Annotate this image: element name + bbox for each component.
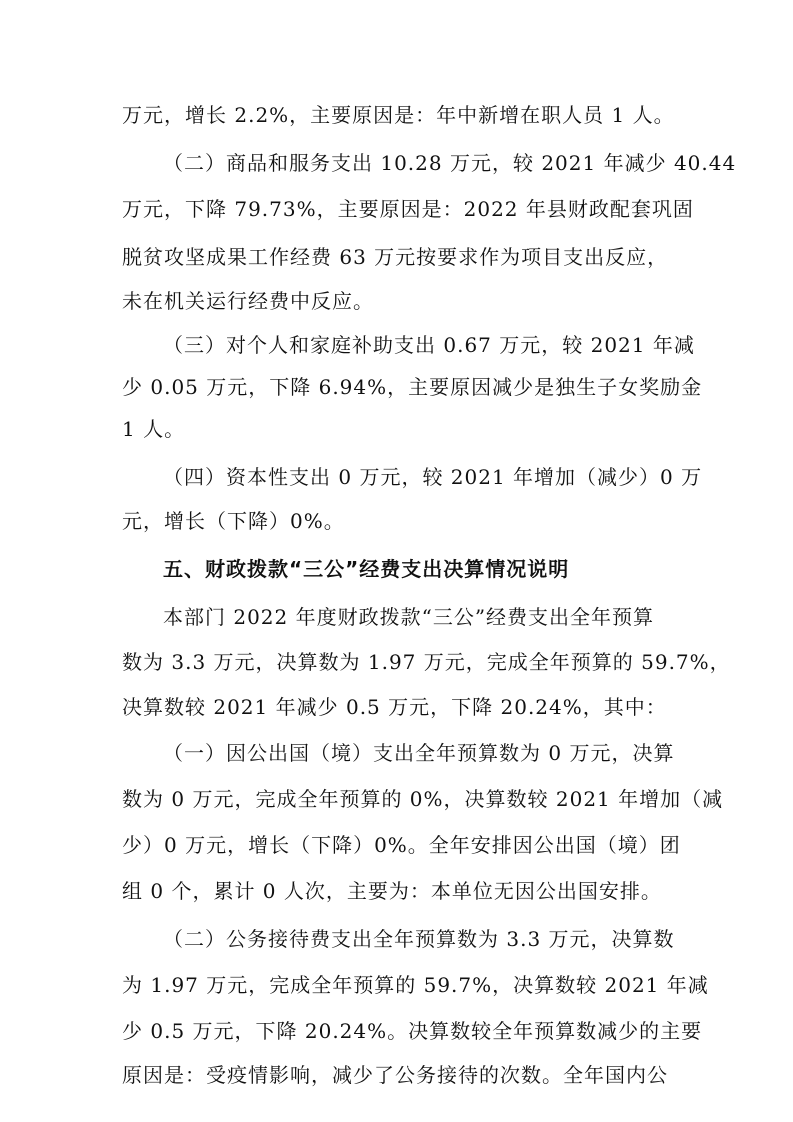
text-line: （二）公务接待费支出全年预算数为 3.3 万元，决算数: [163, 927, 675, 951]
text-line: 1 人。: [122, 417, 186, 441]
text-line: 为 1.97 万元，完成全年预算的 59.7%，决算数较 2021 年减: [122, 973, 709, 997]
section-heading: 五、财政拨款“三公”经费支出决算情况说明: [163, 557, 570, 581]
text-line: 数为 0 万元，完成全年预算的 0%，决算数较 2021 年增加（减: [122, 787, 724, 811]
text-line: 原因是：受疫情影响，减少了公务接待的次数。全年国内公: [122, 1063, 668, 1087]
text-line: 决算数较 2021 年减少 0.5 万元，下降 20.24%，其中：: [122, 695, 667, 719]
text-line: （一）因公出国（境）支出全年预算数为 0 万元，决算: [163, 741, 675, 765]
text-line: 元，增长（下降）0%。: [122, 509, 345, 533]
text-line: 数为 3.3 万元，决算数为 1.97 万元，完成全年预算的 59.7%，: [122, 650, 731, 674]
text-line: （四）资本性支出 0 万元，较 2021 年增加（减少）0 万: [163, 465, 703, 489]
text-line: 少）0 万元，增长（下降）0%。全年安排因公出国（境）团: [122, 833, 681, 857]
text-line: 少 0.5 万元，下降 20.24%。决算数较全年预算数减少的主要: [122, 1019, 703, 1043]
text-line: 万元，增长 2.2%，主要原因是：年中新增在职人员 1 人。: [122, 103, 675, 127]
text-line: 少 0.05 万元，下降 6.94%，主要原因减少是独生子女奖励金: [122, 375, 703, 399]
text-line: （三）对个人和家庭补助支出 0.67 万元，较 2021 年减: [163, 333, 695, 357]
text-line: 脱贫攻坚成果工作经费 63 万元按要求作为项目支出反应，: [122, 245, 669, 269]
text-line: （二）商品和服务支出 10.28 万元，较 2021 年减少 40.44: [163, 151, 737, 175]
text-line: 本部门 2022 年度财政拨款“三公”经费支出全年预算: [163, 605, 655, 629]
text-line: 未在机关运行经费中反应。: [122, 289, 374, 313]
text-line: 万元，下降 79.73%，主要原因是：2022 年县财政配套巩固: [122, 197, 694, 221]
text-line: 组 0 个，累计 0 人次，主要为：本单位无因公出国安排。: [122, 879, 662, 903]
